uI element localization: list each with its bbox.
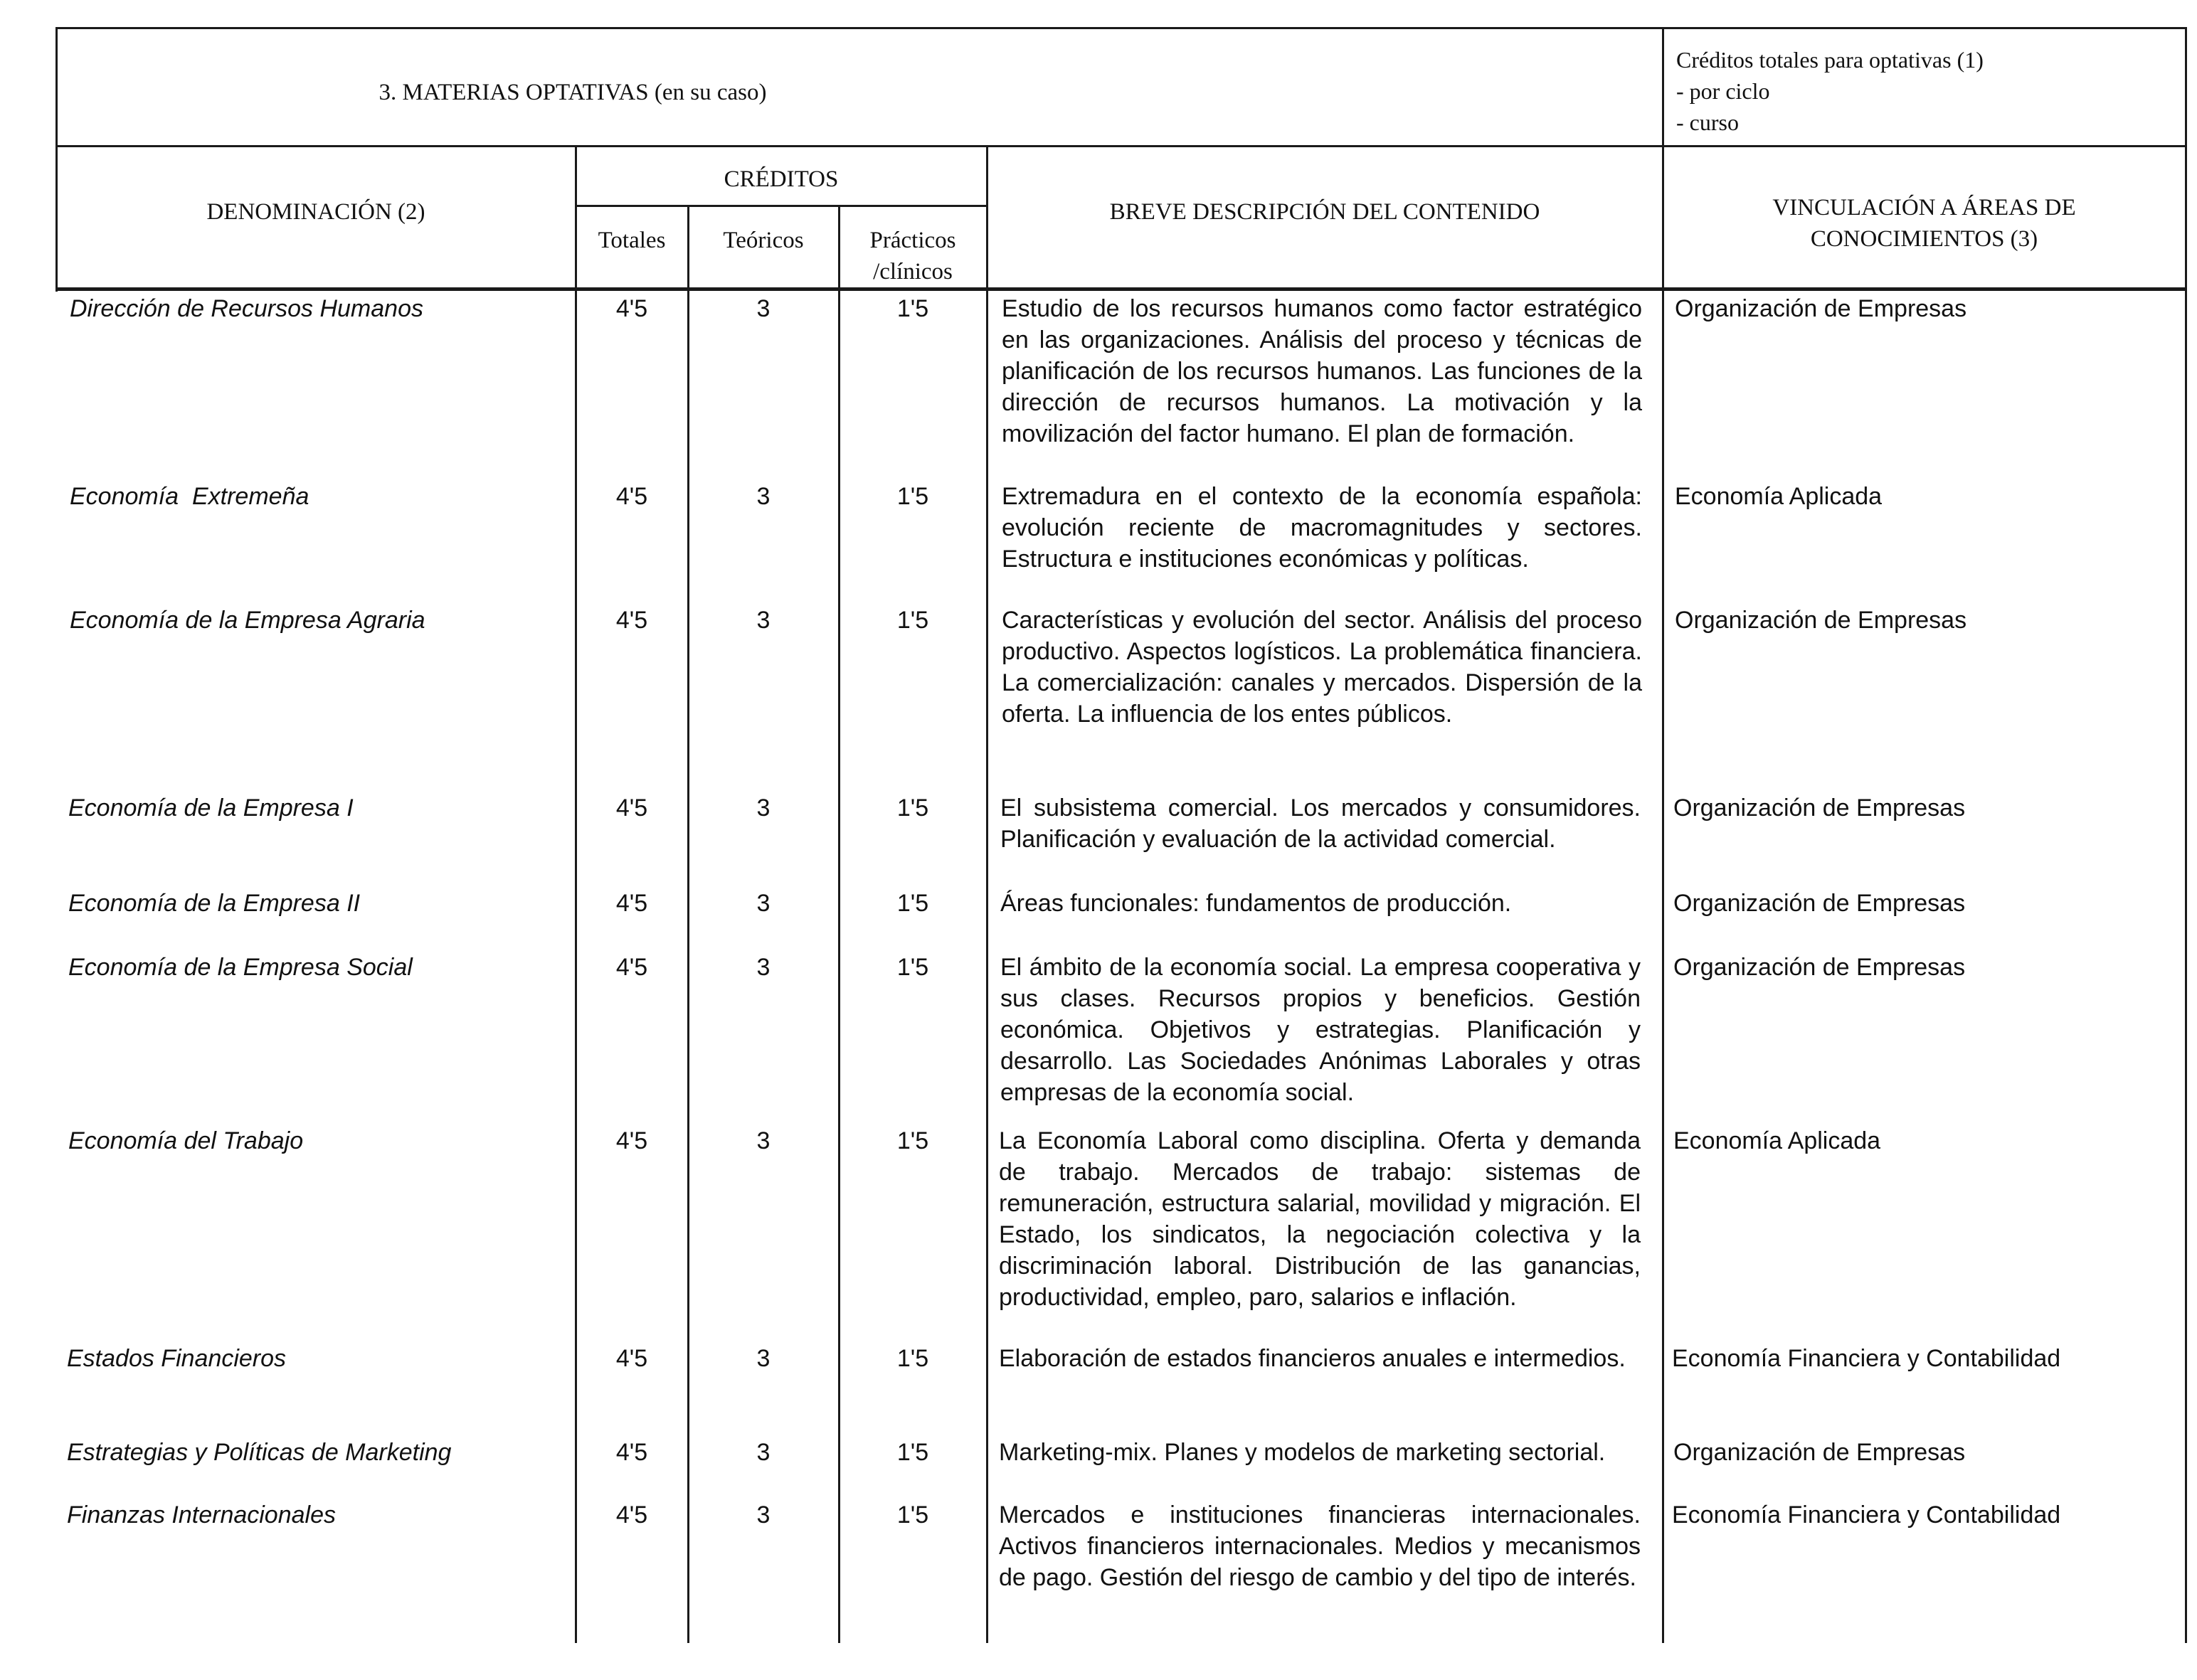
top-border xyxy=(55,27,2187,29)
column-header-teoricos: Teóricos xyxy=(723,228,804,253)
row-teoricos: 3 xyxy=(756,890,771,917)
row-totales: 4'5 xyxy=(615,1345,648,1372)
column-header-vinculacion-line1: VINCULACIÓN A ÁREAS DE xyxy=(1772,195,2076,220)
row-name: Estrategias y Políticas de Marketing xyxy=(67,1439,452,1466)
row-area: Organización de Empresas xyxy=(1675,295,1967,322)
row-description: Mercados e instituciones financieras internacionales. Activos financieros internacionales. Medios y mecanismos de pago. Gestión del riesgo de cambio y del tipo de interés. xyxy=(999,1501,1641,1591)
row-description: Estudio de los recursos humanos como factor estratégico en las organizaciones. Análisis del proceso y técnicas de planificación de los recursos humanos. Las funciones de la dirección de recursos humanos. La motivación y la movilización del factor humano. El plan de formación. xyxy=(1002,295,1642,447)
header-separator xyxy=(55,145,2187,147)
row-totales: 4'5 xyxy=(615,1501,648,1529)
row-practicos: 1'5 xyxy=(896,954,929,981)
row-practicos: 1'5 xyxy=(896,890,929,917)
row-totales: 4'5 xyxy=(615,954,648,981)
section-title: 3. MATERIAS OPTATIVAS (en su caso) xyxy=(378,80,767,105)
row-description: La Economía Laboral como disciplina. Oferta y demanda de trabajo. Mercados de trabajo: sistemas de remuneración, estructura salarial, movilidad y migración. El Estado, los sindicatos, la negociación colectiva y la discriminación laboral. Distribución de las ganancias, productividad, empleo, paro, salarios e inflación. xyxy=(999,1127,1641,1311)
row-area: Organización de Empresas xyxy=(1673,890,1966,917)
row-practicos: 1'5 xyxy=(896,483,929,510)
row-totales: 4'5 xyxy=(615,483,648,510)
creditos-separator xyxy=(575,205,988,207)
row-teoricos: 3 xyxy=(756,295,771,322)
row-practicos: 1'5 xyxy=(896,607,929,634)
column-header-vinculacion-line2: CONOCIMIENTOS (3) xyxy=(1810,226,2038,252)
row-name: Finanzas Internacionales xyxy=(67,1501,337,1529)
column-header-creditos: CRÉDITOS xyxy=(724,166,839,192)
row-description: Extremadura en el contexto de la economía española: evolución reciente de macromagnitudes y sectores. Estructura e instituciones económicas y políticas. xyxy=(1002,483,1642,573)
row-teoricos: 3 xyxy=(756,1501,771,1529)
row-area: Economía Financiera y Contabilidad xyxy=(1672,1345,2061,1372)
row-description: Elaboración de estados financieros anuales e intermedios. xyxy=(999,1345,1626,1372)
credit-totals-per-cycle: - por ciclo xyxy=(1676,78,1770,104)
row-name: Dirección de Recursos Humanos xyxy=(70,295,423,322)
row-teoricos: 3 xyxy=(756,794,771,822)
row-description: El ámbito de la economía social. La empresa cooperativa y sus clases. Recursos propios y beneficios. Gestión económica. Objetivos y estrategias. Planificación y desarrollo. Las Sociedades Anónimas Laborales y otras empresas de la economía social. xyxy=(1000,954,1641,1106)
row-totales: 4'5 xyxy=(615,1439,648,1466)
row-teoricos: 3 xyxy=(756,1345,771,1372)
row-description: Áreas funcionales: fundamentos de producción. xyxy=(1000,890,1512,917)
column-header-vinculacion xyxy=(1663,192,2185,255)
row-totales: 4'5 xyxy=(615,607,648,634)
row-practicos: 1'5 xyxy=(896,1501,929,1529)
row-practicos: 1'5 xyxy=(896,1127,929,1154)
credit-totals-box xyxy=(1676,44,2174,138)
row-description: El subsistema comercial. Los mercados y consumidores. Planificación y evaluación de la actividad comercial. xyxy=(1000,794,1641,853)
row-area: Economía Aplicada xyxy=(1675,483,1883,510)
row-practicos: 1'5 xyxy=(896,794,929,822)
row-name: Economía de la Empresa I xyxy=(68,794,354,822)
column-header-practicos-line1: Prácticos xyxy=(869,228,956,253)
row-teoricos: 3 xyxy=(756,483,771,510)
row-area: Economía Aplicada xyxy=(1673,1127,1881,1154)
row-teoricos: 3 xyxy=(756,1127,771,1154)
row-name: Economía de la Empresa II xyxy=(68,890,361,917)
row-name: Economía Extremeña xyxy=(70,483,309,510)
column-header-practicos-line2: /clínicos xyxy=(873,259,953,285)
row-totales: 4'5 xyxy=(615,295,648,322)
col-divider-descripcion xyxy=(986,145,988,1643)
row-area: Organización de Empresas xyxy=(1673,1439,1966,1466)
row-totales: 4'5 xyxy=(615,794,648,822)
col-divider-practicos xyxy=(838,205,840,1643)
row-teoricos: 3 xyxy=(756,607,771,634)
row-description: Características y evolución del sector. Análisis del proceso productivo. Aspectos logísticos. La problemática financiera. La comercialización: canales y mercados. Dispersión de la oferta. La influencia de los entes públicos. xyxy=(1002,607,1642,728)
credit-totals-label: Créditos totales para optativas (1) xyxy=(1676,47,1984,73)
column-header-descripcion: BREVE DESCRIPCIÓN DEL CONTENIDO xyxy=(1109,199,1540,225)
row-name: Economía de la Empresa Social xyxy=(68,954,413,981)
col-divider-area xyxy=(1662,27,1664,1643)
row-practicos: 1'5 xyxy=(896,1439,929,1466)
header-bottom-border xyxy=(55,287,2187,291)
credit-totals-per-course: - curso xyxy=(1676,110,1739,135)
row-practicos: 1'5 xyxy=(896,1345,929,1372)
row-totales: 4'5 xyxy=(615,1127,648,1154)
column-header-denominacion: DENOMINACIÓN (2) xyxy=(206,199,425,225)
column-header-totales: Totales xyxy=(598,228,666,253)
left-border xyxy=(55,27,58,292)
row-name: Estados Financieros xyxy=(67,1345,287,1372)
row-area: Economía Financiera y Contabilidad xyxy=(1672,1501,2061,1529)
row-teoricos: 3 xyxy=(756,1439,771,1466)
row-name: Economía de la Empresa Agraria xyxy=(70,607,425,634)
row-teoricos: 3 xyxy=(756,954,771,981)
col-divider-teoricos xyxy=(687,205,689,1643)
row-name: Economía del Trabajo xyxy=(68,1127,304,1154)
right-border xyxy=(2185,27,2187,1643)
row-description: Marketing-mix. Planes y modelos de marketing sectorial. xyxy=(999,1439,1606,1466)
row-totales: 4'5 xyxy=(615,890,648,917)
row-practicos: 1'5 xyxy=(896,295,929,322)
column-header-practicos xyxy=(840,225,986,287)
row-area: Organización de Empresas xyxy=(1673,794,1966,822)
row-area: Organización de Empresas xyxy=(1673,954,1966,981)
row-area: Organización de Empresas xyxy=(1675,607,1967,634)
